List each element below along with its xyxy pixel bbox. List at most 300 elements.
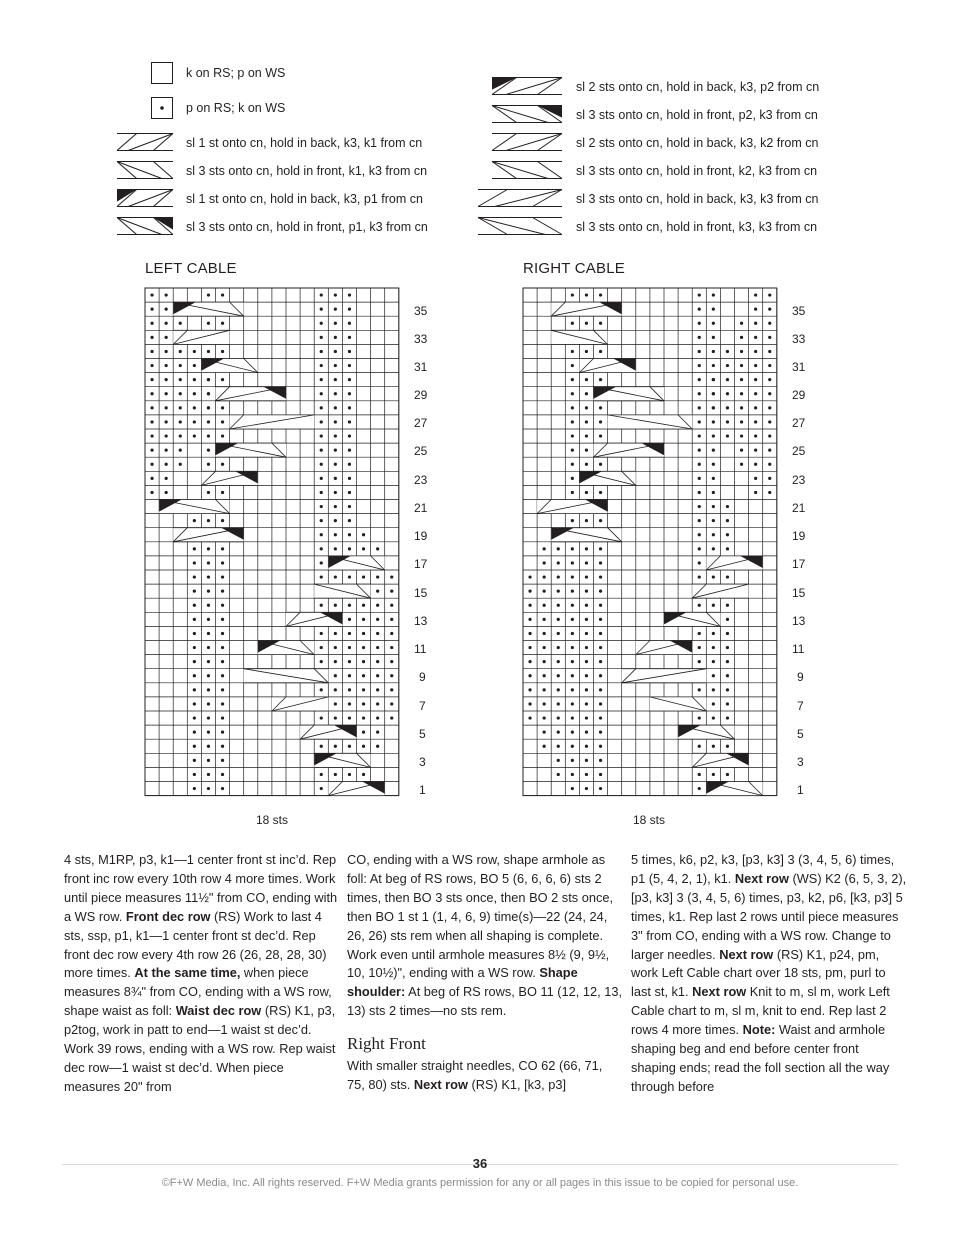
purl-dot	[348, 575, 351, 578]
purl-dot	[334, 702, 337, 705]
bold-term: Shape shoulder:	[347, 965, 578, 1000]
purl-dot	[740, 378, 743, 381]
row-number: 29	[414, 388, 428, 402]
purl-dot	[390, 575, 393, 578]
purl-dot	[165, 406, 168, 409]
purl-dot	[334, 505, 337, 508]
purl-dot	[599, 561, 602, 564]
bold-term: Next row	[413, 1077, 468, 1093]
text-run: 5 times, k6, p2, k3, [p3, k3] 3 (3, 4, 5, 6) times, p1 (5, 4, 2, 1), k1.	[631, 852, 895, 886]
purl-dot	[754, 350, 757, 353]
row-number: 1	[797, 783, 804, 797]
purl-dot	[712, 463, 715, 466]
purl-dot	[585, 787, 588, 790]
purl-dot	[376, 575, 379, 578]
purl-dot	[179, 350, 182, 353]
purl-dot	[334, 660, 337, 663]
purl-dot	[768, 392, 771, 395]
right-cable-chart-title: RIGHT CABLE	[523, 260, 625, 277]
purl-dot	[207, 491, 210, 494]
purl-dot	[712, 688, 715, 691]
purl-dot	[712, 604, 715, 607]
bold-term: Front dec row	[125, 908, 211, 924]
purl-dot	[221, 787, 224, 790]
purl-dot	[571, 674, 574, 677]
row-number: 29	[792, 388, 806, 402]
purl-dot	[390, 590, 393, 593]
purl-dot	[334, 392, 337, 395]
purl-dot	[221, 378, 224, 381]
purl-dot	[193, 702, 196, 705]
purl-dot	[221, 322, 224, 325]
purl-dot	[585, 759, 588, 762]
purl-dot	[585, 646, 588, 649]
purl-dot	[571, 702, 574, 705]
purl-dot	[599, 632, 602, 635]
purl-dot	[698, 336, 701, 339]
purl-dot	[348, 745, 351, 748]
row-number: 1	[419, 783, 426, 797]
purl-dot	[207, 463, 210, 466]
purl-dot	[698, 519, 701, 522]
purl-dot	[221, 420, 224, 423]
purl-dot	[334, 336, 337, 339]
purl-dot	[221, 604, 224, 607]
purl-dot	[698, 575, 701, 578]
purl-dot	[362, 646, 365, 649]
purl-dot	[193, 392, 196, 395]
purl-dot	[712, 322, 715, 325]
purl-dot	[150, 322, 153, 325]
purl-dot	[376, 688, 379, 691]
purl-dot	[193, 787, 196, 790]
instructions-paragraph	[347, 851, 623, 1021]
purl-dot	[348, 350, 351, 353]
purl-dot	[571, 420, 574, 423]
text-run: Waist and armhole shaping beg and end before center front shaping ends; read the foll section all the way through before	[631, 1022, 890, 1094]
text-column-1	[64, 851, 340, 1097]
purl-dot	[207, 322, 210, 325]
purl-dot	[221, 716, 224, 719]
purl-dot	[221, 350, 224, 353]
purl-dot	[543, 646, 546, 649]
row-number: 25	[414, 444, 428, 458]
purl-dot	[698, 420, 701, 423]
purl-dot	[571, 561, 574, 564]
purl-dot	[362, 660, 365, 663]
purl-dot	[754, 392, 757, 395]
purl-dot	[207, 745, 210, 748]
row-number: 3	[797, 755, 804, 769]
c1-3-back-cable-icon	[117, 133, 173, 151]
purl-dot	[320, 491, 323, 494]
text-column-2	[347, 851, 623, 1095]
purl-dot	[221, 463, 224, 466]
purl-dot	[207, 646, 210, 649]
purl-dot	[698, 406, 701, 409]
purl-dot	[348, 702, 351, 705]
purl-dot	[768, 434, 771, 437]
purl-dot	[698, 293, 701, 296]
purl-dot	[557, 745, 560, 748]
purl-dot	[348, 618, 351, 621]
purl-dot	[571, 773, 574, 776]
purl-dot	[348, 533, 351, 536]
key-label-c3-1-front: sl 3 sts onto cn, hold in front, k1, k3 from cn	[186, 164, 428, 178]
purl-dot	[221, 519, 224, 522]
purl-dot	[585, 463, 588, 466]
purl-dot	[193, 590, 196, 593]
purl-dot	[768, 308, 771, 311]
purl-dot	[599, 787, 602, 790]
purl-dot	[348, 434, 351, 437]
purl-dot	[571, 293, 574, 296]
purl-dot	[320, 547, 323, 550]
purl-dot	[390, 688, 393, 691]
purl-dot	[698, 434, 701, 437]
purl-dot	[726, 533, 729, 536]
purl-dot	[726, 406, 729, 409]
purl-dot	[585, 392, 588, 395]
purl-dot	[150, 350, 153, 353]
purl-dot	[376, 674, 379, 677]
purl-dot	[376, 660, 379, 663]
purl-dot	[698, 646, 701, 649]
purl-dot	[348, 364, 351, 367]
purl-dot	[348, 420, 351, 423]
purl-dot	[320, 434, 323, 437]
purl-dot	[528, 660, 531, 663]
purl-dot	[557, 702, 560, 705]
purl-dot	[150, 364, 153, 367]
purl-dot	[585, 406, 588, 409]
purl-dot	[179, 322, 182, 325]
purl-dot	[571, 618, 574, 621]
purl-dot	[712, 773, 715, 776]
purl-dot	[557, 561, 560, 564]
purl-dot	[334, 322, 337, 325]
purl-dot	[390, 604, 393, 607]
purl-dot	[179, 463, 182, 466]
purl-dot	[193, 575, 196, 578]
purl-dot	[334, 434, 337, 437]
row-number: 31	[792, 360, 806, 374]
purl-dot	[376, 745, 379, 748]
purl-dot	[571, 716, 574, 719]
purl-dot	[712, 378, 715, 381]
row-number: 3	[419, 755, 426, 769]
purl-dot	[320, 378, 323, 381]
key-label-t2-3-back: sl 2 sts onto cn, hold in back, k3, p2 from cn	[576, 80, 820, 94]
cable-wedge-icon	[492, 78, 517, 90]
cable-wedge-icon	[117, 190, 137, 202]
purl-dot	[712, 293, 715, 296]
purl-dot	[754, 420, 757, 423]
bold-term: Next row	[692, 984, 747, 1000]
purl-dot	[585, 322, 588, 325]
purl-dot	[320, 364, 323, 367]
purl-dot	[150, 308, 153, 311]
purl-dot	[698, 745, 701, 748]
purl-dot	[150, 491, 153, 494]
purl-dot	[726, 716, 729, 719]
purl-dot	[585, 745, 588, 748]
purl-dot	[599, 434, 602, 437]
purl-dot	[712, 364, 715, 367]
purl-dot	[221, 293, 224, 296]
purl-dot	[571, 646, 574, 649]
purl-dot	[193, 378, 196, 381]
purl-dot	[557, 646, 560, 649]
purl-dot	[726, 575, 729, 578]
purl-dot	[557, 716, 560, 719]
key-label-t1-3-back: sl 1 st onto cn, hold in back, k3, p1 from cn	[186, 192, 423, 206]
purl-dot	[207, 392, 210, 395]
c3-3-front-cable-icon	[478, 217, 562, 235]
cable-wedge-icon	[153, 218, 173, 230]
purl-dot	[221, 674, 224, 677]
purl-dot	[557, 773, 560, 776]
purl-dot	[712, 716, 715, 719]
purl-dot	[150, 336, 153, 339]
row-number: 19	[792, 529, 806, 543]
t3-1-front-cable-icon	[117, 217, 173, 235]
purl-dot	[150, 378, 153, 381]
purl-dot	[571, 406, 574, 409]
purl-dot	[543, 731, 546, 734]
purl-dot	[712, 519, 715, 522]
purl-dot	[193, 759, 196, 762]
purl-dot	[362, 716, 365, 719]
purl-dot	[712, 420, 715, 423]
purl-dot	[712, 575, 715, 578]
purl-dot	[754, 308, 757, 311]
purl-dot	[193, 716, 196, 719]
row-number: 5	[797, 727, 804, 741]
purl-dot	[712, 336, 715, 339]
purl-dot	[585, 660, 588, 663]
purl-dot	[207, 406, 210, 409]
purl-dot	[334, 519, 337, 522]
purl-dot	[348, 491, 351, 494]
purl-dot	[348, 674, 351, 677]
purl-dot	[221, 660, 224, 663]
purl-dot	[768, 322, 771, 325]
purl-dot	[334, 604, 337, 607]
purl-dot	[362, 618, 365, 621]
purl-dot	[207, 378, 210, 381]
purl-dot	[165, 420, 168, 423]
purl-dot	[320, 336, 323, 339]
purl-dot	[543, 702, 546, 705]
purl-dot	[390, 632, 393, 635]
purl-dot	[320, 293, 323, 296]
purl-dot	[193, 745, 196, 748]
purl-dot	[754, 378, 757, 381]
purl-dot	[320, 660, 323, 663]
purl-dot	[599, 660, 602, 663]
purl-dot	[726, 420, 729, 423]
row-number: 27	[414, 416, 428, 430]
purl-dot	[348, 308, 351, 311]
purl-dot	[740, 463, 743, 466]
purl-dot	[543, 674, 546, 677]
purl-dot	[320, 477, 323, 480]
purl-dot	[221, 434, 224, 437]
row-number: 31	[414, 360, 428, 374]
purl-dot	[165, 434, 168, 437]
text-column-3	[631, 851, 907, 1097]
purl-dot	[150, 477, 153, 480]
purl-dot	[320, 406, 323, 409]
purl-dot	[348, 322, 351, 325]
key-label-t3-1-front: sl 3 sts onto cn, hold in front, p1, k3 from cn	[186, 220, 428, 234]
purl-dot	[348, 378, 351, 381]
purl-dot	[207, 561, 210, 564]
purl-dot	[390, 646, 393, 649]
purl-dot	[390, 618, 393, 621]
purl-dot	[528, 632, 531, 635]
purl-dot	[571, 660, 574, 663]
purl-dot	[740, 434, 743, 437]
purl-dot	[334, 646, 337, 649]
purl-dot	[348, 519, 351, 522]
purl-dot	[599, 759, 602, 762]
bold-term: Next row	[734, 870, 789, 886]
purl-dot	[334, 533, 337, 536]
purl-dot	[390, 660, 393, 663]
purl-dot	[165, 477, 168, 480]
purl-dot	[571, 519, 574, 522]
purl-dot	[334, 674, 337, 677]
purl-dot	[726, 632, 729, 635]
purl-dot	[712, 547, 715, 550]
purl-dot	[320, 505, 323, 508]
purl-dot	[150, 420, 153, 423]
purl-dot	[320, 449, 323, 452]
purl-dot	[528, 716, 531, 719]
row-number: 23	[414, 473, 428, 487]
purl-dot	[698, 660, 701, 663]
purl-dot	[320, 350, 323, 353]
purl-dot	[221, 547, 224, 550]
purl-dot	[207, 519, 210, 522]
purl-dot	[712, 491, 715, 494]
purl-dot	[528, 688, 531, 691]
purl-dot	[698, 308, 701, 311]
purl-dot	[543, 575, 546, 578]
purl-dot	[585, 773, 588, 776]
purl-dot	[348, 449, 351, 452]
purl-dot	[698, 364, 701, 367]
bold-term: At the same time,	[134, 965, 241, 981]
row-number: 35	[414, 304, 428, 318]
purl-dot	[599, 716, 602, 719]
purl-dot	[571, 449, 574, 452]
purl-dot	[207, 434, 210, 437]
t3-2-front-cable-icon	[492, 105, 562, 123]
row-number: 11	[414, 642, 427, 656]
purl-dot	[150, 392, 153, 395]
purl-dot	[362, 731, 365, 734]
purl-dot	[543, 590, 546, 593]
purl-dot	[712, 745, 715, 748]
purl-dot	[221, 406, 224, 409]
purl-dot	[712, 449, 715, 452]
purl-dot	[768, 364, 771, 367]
purl-dot	[165, 336, 168, 339]
purl-dot	[376, 646, 379, 649]
purl-dot	[585, 716, 588, 719]
purl-dot	[712, 632, 715, 635]
key-label-knit: k on RS; p on WS	[186, 66, 286, 80]
text-run: At beg of RS rows, BO 11 (12, 12, 13, 13) sts 2 times—no sts rem.	[347, 984, 623, 1019]
purl-dot	[571, 604, 574, 607]
c3-2-front-cable-icon	[492, 161, 562, 179]
purl-dot	[193, 646, 196, 649]
purl-dot	[348, 477, 351, 480]
purl-dot	[207, 590, 210, 593]
purl-dot	[585, 491, 588, 494]
purl-dot	[221, 646, 224, 649]
purl-dot	[740, 350, 743, 353]
row-number: 19	[414, 529, 428, 543]
purl-dot	[599, 406, 602, 409]
purl-dot	[334, 293, 337, 296]
purl-dot	[334, 364, 337, 367]
purl-dot	[571, 787, 574, 790]
key-label-c2-3-back: sl 2 sts onto cn, hold in back, k3, k2 from cn	[576, 136, 819, 150]
purl-dot	[726, 364, 729, 367]
purl-dot	[543, 604, 546, 607]
purl-dot	[179, 364, 182, 367]
purl-dot	[221, 561, 224, 564]
purl-dot	[726, 674, 729, 677]
purl-dot	[376, 618, 379, 621]
purl-dot	[768, 449, 771, 452]
purl-dot	[221, 773, 224, 776]
purl-dot	[320, 463, 323, 466]
purl-dot	[726, 519, 729, 522]
row-number: 21	[792, 501, 806, 515]
purl-dot	[348, 406, 351, 409]
purl-dot	[585, 350, 588, 353]
purl-dot	[571, 575, 574, 578]
purl-dot	[698, 773, 701, 776]
purl-dot	[528, 646, 531, 649]
text-run: Knit to m, sl m, work Left Cable chart to m, sl m, knit to end. Rep last 2 rows 4 more times.	[631, 984, 890, 1038]
purl-dot	[571, 392, 574, 395]
purl-dot	[165, 491, 168, 494]
purl-dot	[599, 575, 602, 578]
purl-dot	[165, 392, 168, 395]
purl-dot	[165, 322, 168, 325]
purl-dot	[585, 632, 588, 635]
purl-dot	[712, 350, 715, 353]
purl-dot	[150, 293, 153, 296]
text-run: when piece measures 8¾" from CO, ending with a WS row, shape waist as foll:	[64, 965, 332, 1019]
purl-dot	[571, 731, 574, 734]
row-number: 17	[414, 557, 428, 571]
purl-dot	[320, 561, 323, 564]
purl-dot	[334, 632, 337, 635]
purl-dot	[207, 688, 210, 691]
purl-dot	[528, 604, 531, 607]
purl-dot	[726, 547, 729, 550]
purl-dot	[698, 463, 701, 466]
c2-3-back-cable-icon	[492, 133, 562, 151]
purl-dot	[712, 702, 715, 705]
